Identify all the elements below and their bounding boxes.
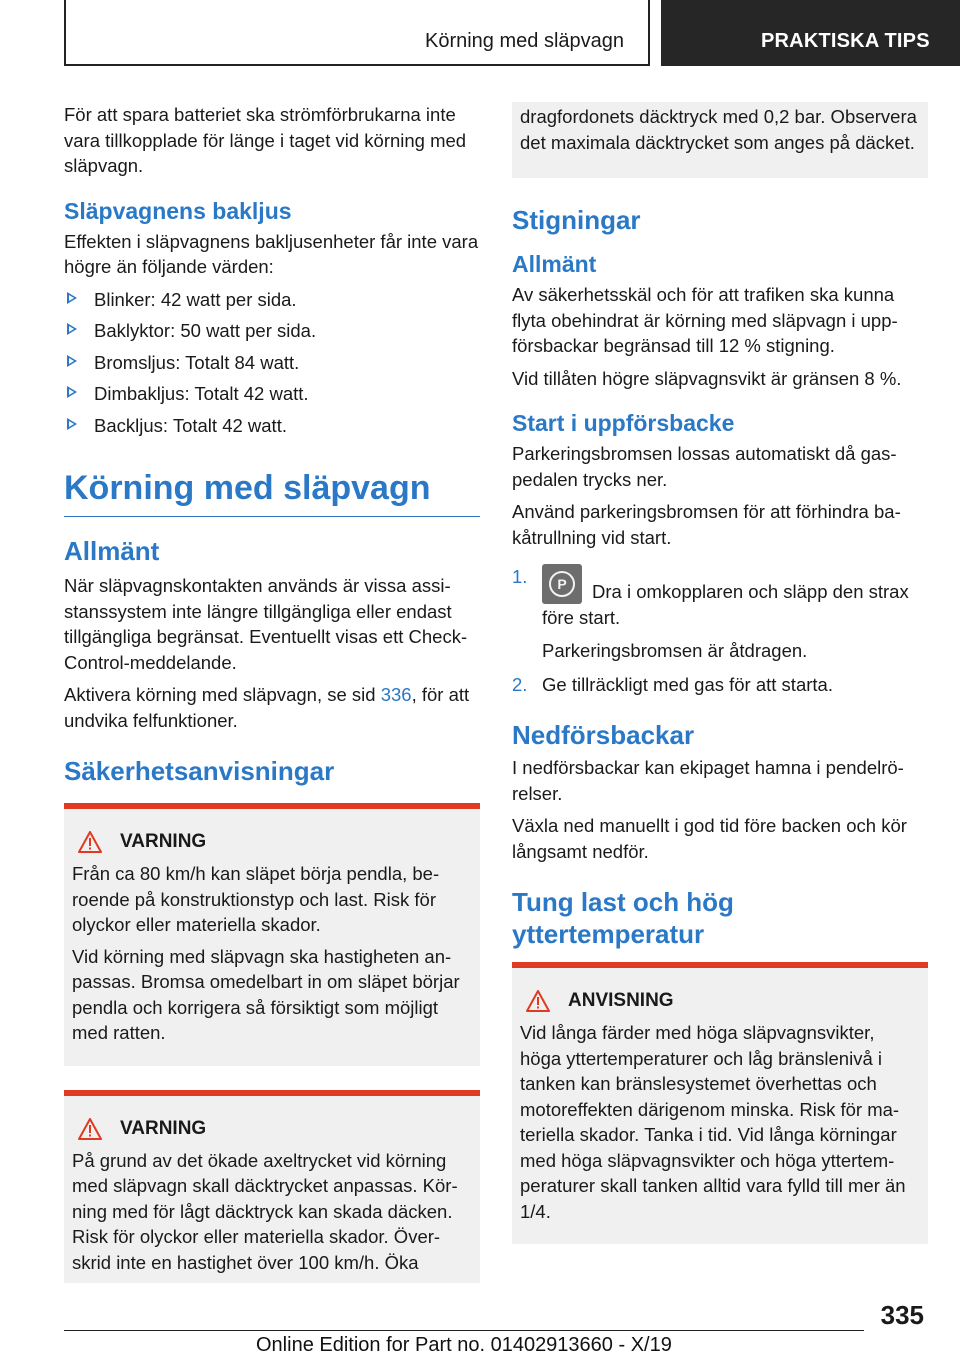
downhill-heading: Nedförsbackar [512,720,695,750]
warning-title: VARNING [120,831,207,852]
warning-triangle-icon [526,990,550,1012]
triangle-bullet-icon [67,323,77,335]
downhill-text: Växla ned manuellt i god tid före backen och kör långsamt nedför. [512,815,907,862]
start-text: Använd parkeringsbromsen för att förhindra bakåtrullning vid start. [512,501,901,548]
warning-box-2 [64,1090,480,1284]
notice-title: ANVISNING [568,990,674,1011]
general-text: När släpvagnskontakten används är vissa assistanssystem inte längre tillgängliga eller endast tillgängliga begränsat. Eventuellt visas ett Check-Control-meddelande. [64,575,468,673]
page-link[interactable]: 336 [380,684,412,705]
list-item: Baklyktor: 50 watt per sida. [64,318,480,344]
taillights-list [64,287,480,439]
triangle-bullet-icon [67,386,77,398]
general-text: Av säkerhetsskäl och för att trafiken ska kunna flyta obehindrat är körning med släpvagn i uppförsbackar begränsad till 12 % stigning. [512,284,898,356]
triangle-bullet-icon [67,418,77,430]
general-heading: Allmänt [512,251,597,277]
left-column [64,102,480,1283]
page-number: 335 [880,1300,924,1330]
warning-text: Vid körning med släpvagn ska hastigheten anpassas. Bromsa omedelbart in om släpet börjar pendla och korrigera så försiktigt som möjligt med ratten. [72,945,460,1043]
continued-text: dragfordonets däcktryck med 0,2 bar. Observera det maximala däcktrycket som anges på däcket. [520,106,917,153]
list-item: Bromsljus: Totalt 84 watt. [64,350,480,376]
footer-edition: Online Edition for Part no. 01402913660 - X/19 [256,1334,672,1356]
start-text: Parkeringsbromsen lossas automatiskt då gaspedalen trycks ner. [512,443,897,490]
notice-text: Vid långa färder med höga släpvagnsvikter, höga yttertemperaturer och låg bränslenivå i tanken kan bränslesystemet överhettas och motoreffekten därigenom minska. Risk för materiella skador. Tanka i tid. Vid långa körningar med höga släpvagnsvikter och höga yttertemperaturer skall tanken alltid vara fylld till mer än 1/4. [520,1022,906,1222]
notice-box [512,962,928,1244]
start-steps [512,672,928,698]
main-heading: Körning med släpvagn [64,468,480,517]
warning-text: Från ca 80 km/h kan släpet börja pendla, beroende på konstruktionstyp och last. Risk för olyckor eller materiella skador. [72,863,440,935]
taillights-heading: Släpvagnens bakljus [64,197,292,224]
step-sub-text: Parkeringsbromsen är åtdragen. [542,640,808,661]
triangle-bullet-icon [67,355,77,367]
downhill-text: I nedförsbackar kan ekipaget hamna i pendelrörelser. [512,757,904,804]
inclines-heading: Stigningar [512,205,641,235]
general-text: Vid tillåten högre släpvagnsvikt är gränsen 8 %. [512,367,902,389]
safety-heading: Säkerhetsanvisningar [64,756,335,786]
continued-warning-box [512,102,928,178]
start-steps [512,564,928,630]
heavy-load-heading: Tung last och hög yttertemperatur [512,887,734,949]
warning-box-1 [64,803,480,1066]
warning-text: På grund av det ökade axeltrycket vid körning med släpvagn skall däcktrycket anpassas. Körning med för lågt däcktryck kan skada däcken. Risk för olyckor eller materiella skador. Överskrid inte en hastighet över 100 km/h. Öka [72,1149,458,1273]
footer-divider [64,1330,864,1331]
general-heading: Allmänt [64,536,160,566]
list-item: 1. P Dra i omkopplaren och släpp den strax före start. [512,566,909,628]
warning-title: VARNING [120,1117,207,1139]
list-item: Blinker: 42 watt per sida. [64,287,480,313]
start-heading: Start i uppförsbacke [512,410,735,436]
chapter-tab: PRAKTISKA TIPS [661,0,960,66]
warning-triangle-icon [78,831,102,853]
list-item: 2. Ge tillräckligt med gas för att starta. [512,673,833,695]
header-box [64,0,650,66]
list-item: Dimbakljus: Totalt 42 watt. [64,381,480,407]
right-column [512,102,928,1244]
section-title: Körning med släpvagn [424,30,624,52]
intro-paragraph: För att spara batteriet ska strömförbrukarna inte vara tillkopplade för länge i taget vid körning med släpvagn. [64,104,467,176]
parking-brake-icon: P [542,564,582,604]
list-item: Backljus: Totalt 42 watt. [64,413,480,439]
taillights-text: Effekten i släpvagnens bakljusenheter får inte vara högre än följande värden: [64,230,479,277]
activate-text: Aktivera körning med släpvagn, se sid 336, för att undvika felfunktioner. [64,684,470,731]
triangle-bullet-icon [67,292,77,304]
warning-triangle-icon [78,1118,102,1140]
